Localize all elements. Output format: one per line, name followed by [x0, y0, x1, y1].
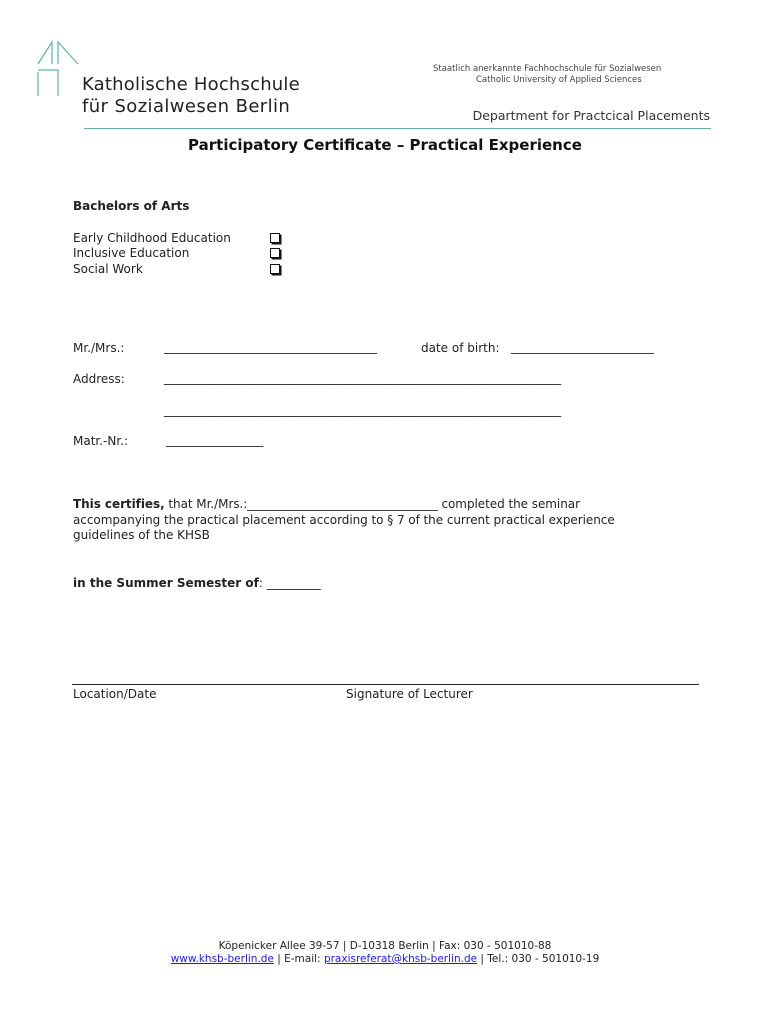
department-name: Department for Practcical Placements	[472, 108, 710, 123]
location-date-label: Location/Date	[73, 687, 157, 701]
lecturer-signature-label: Signature of Lecturer	[346, 687, 473, 701]
footer-contact	[0, 953, 770, 965]
program-heading: Bachelors of Arts	[73, 199, 190, 213]
dob-field[interactable]: _________________________	[511, 340, 654, 354]
option-label-inclusive: Inclusive Education	[73, 246, 190, 260]
option-label-early-childhood: Early Childhood Education	[73, 231, 231, 245]
email-link[interactable]: praxisreferat@khsb-berlin.de	[323, 953, 478, 965]
option-label-social-work: Social Work	[73, 262, 143, 276]
certification-lead: This certifies,	[73, 497, 165, 511]
phone-text: | Tel.: 030 - 501010-19	[477, 953, 600, 965]
certification-line3: guidelines of the KHSB	[73, 528, 210, 542]
university-name-line1: Katholische Hochschule	[82, 74, 300, 95]
website-link[interactable]: www.khsb-berlin.de	[170, 953, 274, 965]
name-label: Mr./Mrs.:	[73, 341, 125, 355]
address-label: Address:	[73, 372, 125, 386]
checkbox-inclusive[interactable]	[270, 248, 280, 258]
address-field-line2[interactable]: ______________________________________________________________________	[164, 403, 561, 417]
dob-label: date of birth:	[421, 341, 500, 355]
header-divider	[84, 128, 711, 129]
footer-address: Köpenicker Allee 39-57 | D-10318 Berlin | Fax: 030 - 501010-88	[218, 940, 552, 952]
certification-line2: accompanying the practical placement according to § 7 of the current practical experience	[73, 513, 615, 527]
matriculation-label: Matr.-Nr.:	[73, 434, 129, 448]
checkbox-early-childhood[interactable]	[270, 233, 280, 243]
matriculation-field[interactable]: _________________	[166, 433, 263, 447]
checkbox-social-work[interactable]	[270, 264, 280, 274]
university-logo-mark	[36, 40, 82, 106]
semester-field[interactable]: : _________	[258, 576, 321, 590]
semester-line	[73, 576, 321, 590]
certification-lead-rest: that Mr./Mrs.:________________________________ completed the seminar	[164, 497, 580, 511]
email-label: | E-mail:	[273, 953, 324, 965]
certification-line1	[73, 497, 580, 511]
name-field[interactable]: _____________________________________	[164, 340, 377, 354]
recognition-text-line2: Catholic University of Applied Sciences	[476, 75, 642, 85]
signature-rule	[72, 684, 699, 685]
page-title: Participatory Certificate – Practical Experience	[188, 136, 582, 154]
university-name-line2: für Sozialwesen Berlin	[82, 96, 291, 117]
address-field-line1[interactable]: ______________________________________________________________________	[164, 371, 561, 385]
recognition-text-line1: Staatlich anerkannte Fachhochschule für Sozialwesen	[433, 64, 662, 74]
semester-label: in the Summer Semester of	[73, 576, 259, 590]
